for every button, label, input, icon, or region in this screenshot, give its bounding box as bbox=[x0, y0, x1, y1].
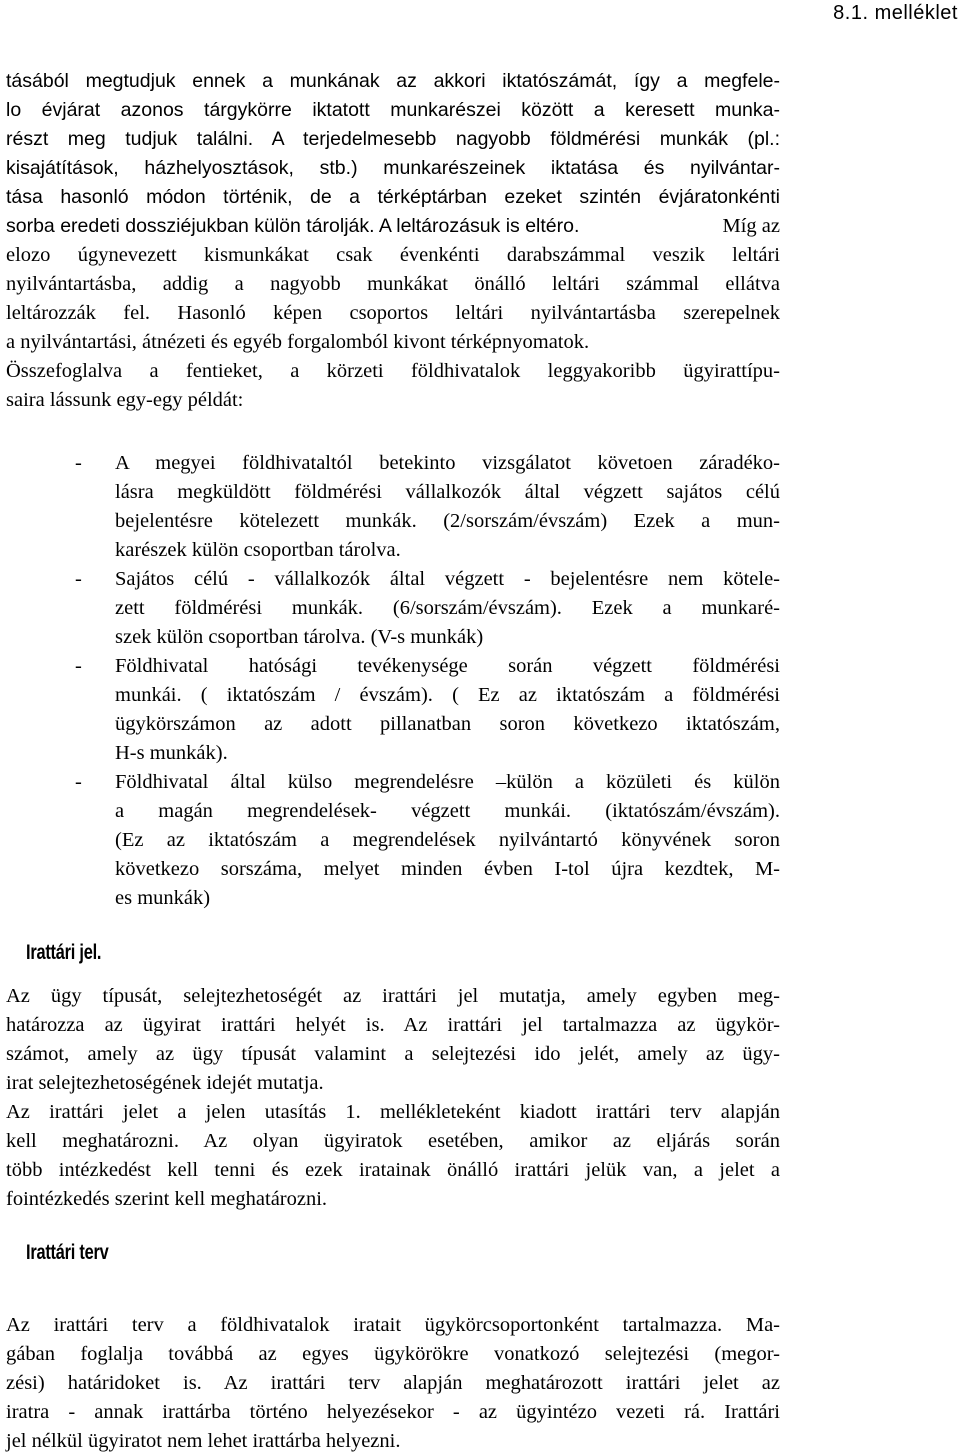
paragraph-line: Az irattári terv a földhivatalok iratait ügykörcsoportonként tartalmazza. Ma- bbox=[6, 1314, 780, 1336]
list-item-line: a magán megrendelések- végzett munkái. (iktatószám/évszám). bbox=[115, 800, 780, 822]
intro-paragraph-sans bbox=[6, 67, 780, 241]
list-item-line: szek külön csoportban tárolva. (V-s munkák) bbox=[115, 626, 484, 648]
list-item-line: következo sorszáma, melyet minden évben I-tol újra kezdtek, M- bbox=[115, 858, 780, 880]
dash-marker: - bbox=[75, 655, 82, 677]
intro-line: kisajátítások, házhelyosztások, stb.) munkarészeinek iktatása és nyilvántar- bbox=[6, 157, 780, 179]
paragraph-line: jel nélkül ügyiratot nem lehet irattárba helyezni. bbox=[6, 1430, 401, 1452]
paragraph-line: irat selejtezhetoségének idejét mutatja. bbox=[6, 1072, 324, 1094]
list-item bbox=[75, 652, 780, 768]
intro-line: Összefoglalva a fentieket, a körzeti földhivatalok leggyakoribb ügyirattípu- bbox=[6, 360, 780, 382]
intro-line: tása hasonló módon történik, de a térképtárban ezeket szintén évjáratonkénti bbox=[6, 186, 780, 208]
list-item-line: A megyei földhivataltól betekinto vizsgálatot követoen záradéko- bbox=[115, 452, 780, 474]
dash-marker: - bbox=[75, 568, 82, 590]
intro-line: saira lássunk egy-egy példát: bbox=[6, 389, 244, 411]
list-item-line: H-s munkák). bbox=[115, 742, 228, 764]
paragraph-line: zési) határidoket is. Az irattári terv alapján meghatározott irattári jelet az bbox=[6, 1372, 780, 1394]
list-item-line: Földhivatal hatósági tevékenysége során végzett földmérési bbox=[115, 655, 780, 677]
section-heading-irattari-terv: Irattári terv bbox=[26, 1241, 109, 1264]
paragraph-line: számot, amely az ügy típusát valamint a selejtezési ido jelét, amely az ügy- bbox=[6, 1043, 780, 1065]
list-item-line: munkái. ( iktatószám / évszám). ( Ez az iktatószám a földmérési bbox=[115, 684, 780, 706]
intro-line-tail: Míg az bbox=[722, 215, 780, 237]
annex-label: 8.1. melléklet bbox=[833, 2, 958, 24]
list-item bbox=[75, 768, 780, 913]
list-item bbox=[75, 565, 780, 652]
paragraph-line: Az ügy típusát, selejtezhetoségét az irattári jel mutatja, amely egyben meg- bbox=[6, 985, 780, 1007]
section-heading-irattari-jel: Irattári jel. bbox=[26, 941, 102, 964]
intro-paragraph-serif bbox=[6, 241, 780, 415]
paragraph-line: kell meghatározni. Az olyan ügyiratok esetében, amikor az eljárás során bbox=[6, 1130, 780, 1152]
intro-line: részt meg tudjuk találni. A terjedelmesebb nagyobb földmérési munkák (pl.: bbox=[6, 128, 780, 150]
intro-line: a nyilvántartási, átnézeti és egyéb forgalomból kivont térképnyomatok. bbox=[6, 331, 590, 353]
intro-line: nyilvántartásba, addig a nagyobb munkákat önálló leltári számmal ellátva bbox=[6, 273, 780, 295]
list-item-line: bejelentésre kötelezett munkák. (2/sorszám/évszám) Ezek a mun- bbox=[115, 510, 780, 532]
intro-line: leltározzák fel. Hasonló képen csoportos leltári nyilvántartásba szerepelnek bbox=[6, 302, 780, 324]
list-item-line: Földhivatal által külso megrendelésre –külön a közületi és külön bbox=[115, 771, 780, 793]
paragraph-line: iratra - annak irattárba történo helyezésekor - az ügyintézo vezeti rá. Irattári bbox=[6, 1401, 780, 1423]
list-item-line: lásra megküldött földmérési vállalkozók által végzett sajátos célú bbox=[115, 481, 780, 503]
intro-line: lo évjárat azonos tárgykörre iktatott munkarészei között a keresett munka- bbox=[6, 99, 780, 121]
list-item-line: (Ez az iktatószám a megrendelések nyilvántartó könyvének soron bbox=[115, 829, 780, 851]
section1-paragraph-1 bbox=[6, 982, 780, 1098]
intro-line: tásából megtudjuk ennek a munkának az akkori iktatószámát, így a megfele- bbox=[6, 70, 780, 92]
list-item-line: karészek külön csoportban tárolva. bbox=[115, 539, 401, 561]
intro-line bbox=[6, 212, 780, 241]
paragraph-line: több intézkedést kell tenni és ezek iratainak önálló irattári jelük van, a jelet a bbox=[6, 1159, 780, 1181]
dash-marker: - bbox=[75, 771, 82, 793]
paragraph-line: Az irattári jelet a jelen utasítás 1. mellékleteként kiadott irattári terv alapján bbox=[6, 1101, 780, 1123]
paragraph-line: határozza az ügyirat irattári helyét is. Az irattári jel tartalmazza az ügykör- bbox=[6, 1014, 780, 1036]
list-item-line: ügykörszámon az adott pillanatban soron következo iktatószám, bbox=[115, 713, 780, 735]
section2-paragraph bbox=[6, 1311, 780, 1456]
list-item bbox=[75, 449, 780, 565]
dash-marker: - bbox=[75, 452, 82, 474]
section1-paragraph-2 bbox=[6, 1098, 780, 1214]
list-item-line: Sajátos célú - vállalkozók által végzett - bejelentésre nem kötele- bbox=[115, 568, 780, 590]
intro-line-text: sorba eredeti dossziéjukban külön tárolják. A leltározásuk is eltéro. bbox=[6, 215, 580, 237]
list-item-line: zett földmérési munkák. (6/sorszám/évszám). Ezek a munkaré- bbox=[115, 597, 780, 619]
dash-list bbox=[75, 449, 780, 913]
list-item-line: es munkák) bbox=[115, 887, 211, 909]
paragraph-line: fointézkedés szerint kell meghatározni. bbox=[6, 1188, 328, 1210]
intro-line: elozo úgynevezett kismunkákat csak évenkénti darabszámmal veszik leltári bbox=[6, 244, 780, 266]
paragraph-line: gában foglalja továbbá az egyes ügykörökre vonatkozó selejtezési (megor- bbox=[6, 1343, 780, 1365]
